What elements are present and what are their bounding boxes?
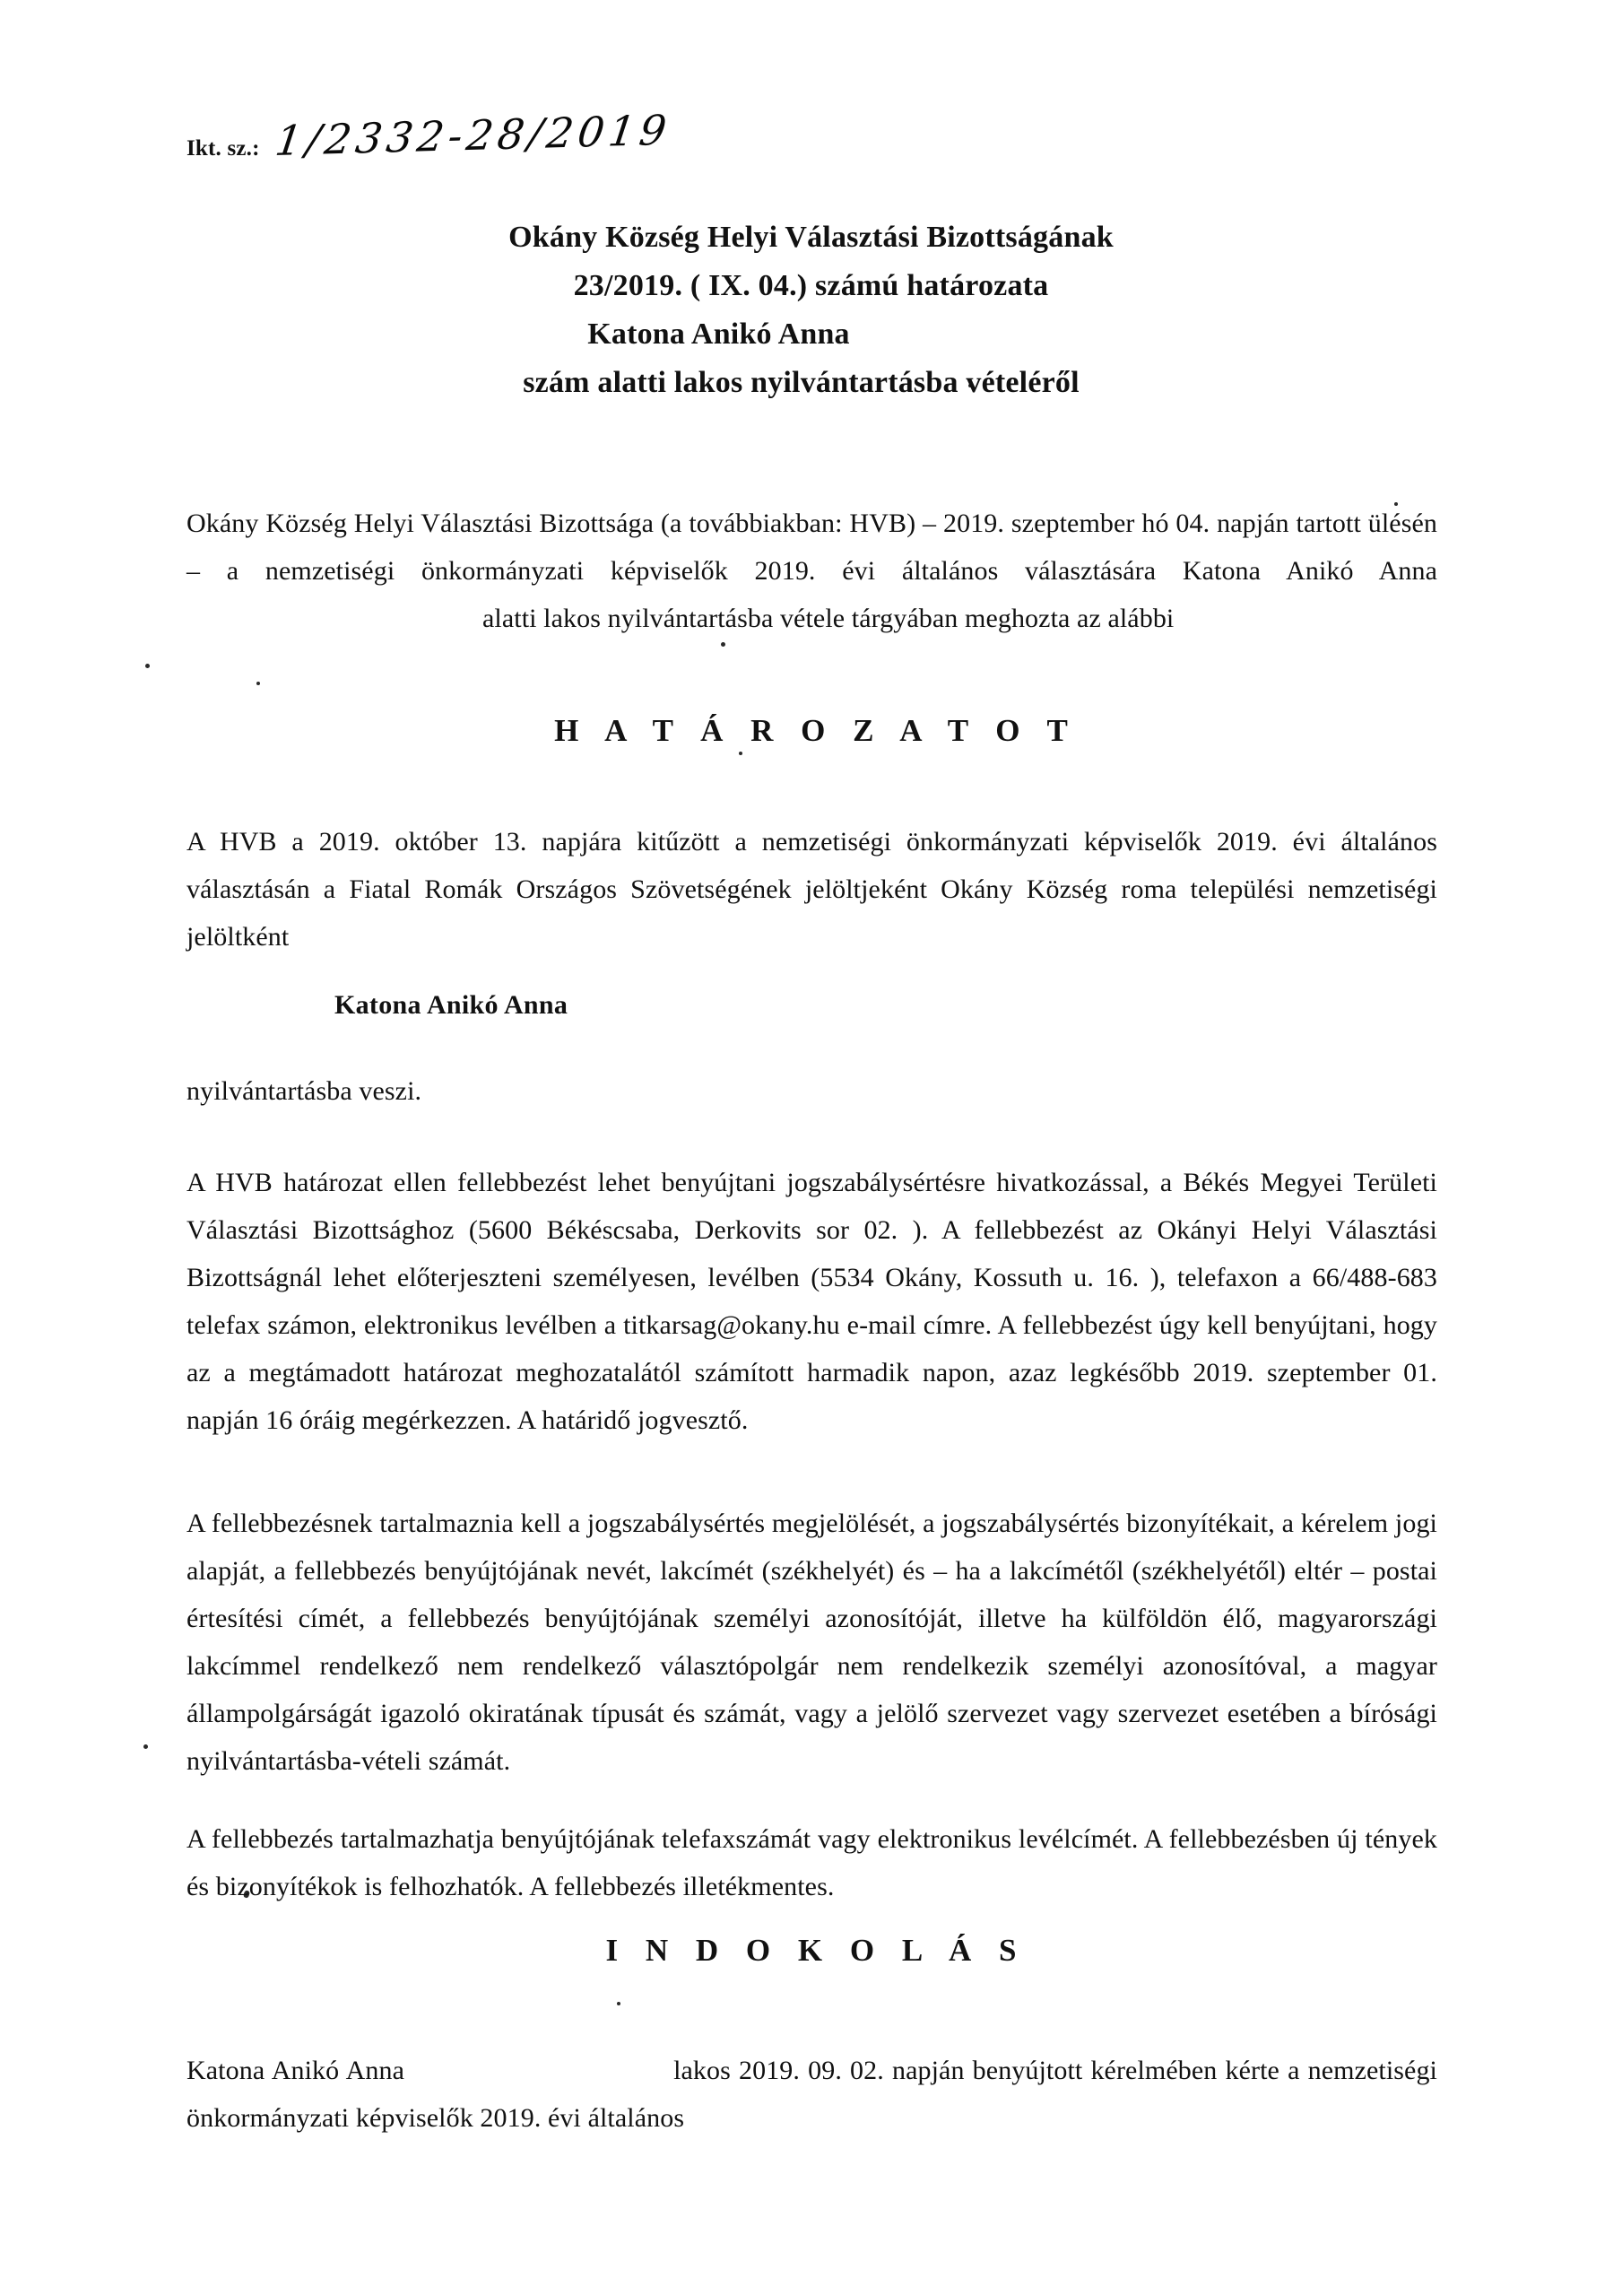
reference-number-handwritten-value: 1/2332-28/2019	[272, 105, 673, 165]
reasoning-person-name: Katona Anikó Anna	[186, 2056, 405, 2085]
document-title-block	[0, 213, 1622, 407]
appeal-paragraph-block	[186, 1159, 1437, 1444]
reference-number-label: Ikt. sz.:	[186, 136, 260, 161]
intro-paragraph-after-gap: alatti lakos nyilvántartásba vétele tárgyában meghozta az alábbi	[482, 604, 1175, 633]
title-line-authority: Okány Község Helyi Választási Bizottságának	[508, 221, 1114, 254]
decision-person-name: Katona Anikó Anna	[334, 990, 568, 1020]
intro-paragraph-before-gap: Okány Község Helyi Választási Bizottsága (a továbbiakban: HVB) – 2019. szeptember hó 04. napján tartott ülésén – a nemzetiségi önkormányzati képviselők 2019. évi általános választására Katona Anikó Anna	[186, 509, 1437, 586]
decision-paragraph: A HVB a 2019. október 13. napjára kitűzött a nemzetiségi önkormányzati képviselők 2019. évi általános választásán a Fiatal Romák Országos Szövetségének jelöltjeként Okány Község roma települési nemzetiségi jelöltként	[186, 827, 1437, 952]
title-line-decision-number: 23/2019. ( IX. 04.) számú határozata	[573, 269, 1049, 302]
intro-paragraph	[186, 500, 1437, 642]
extra-paragraph: A fellebbezés tartalmazhatja benyújtójának telefaxszámát vagy elektronikus levélcímét. A fellebbezésben új tények és bizonyítékok is felhozhatók. A fellebbezés illetékmentes.	[186, 1824, 1437, 1901]
heading-indokolas: I N D O K O L Á S	[605, 1933, 1027, 1968]
heading-hatarozatot: H A T Á R O Z A T O T	[554, 713, 1078, 748]
decision-paragraph-block	[186, 818, 1437, 961]
scan-artifact-speck	[739, 752, 742, 755]
decision-closing-block	[186, 1067, 1437, 1115]
reasoning-paragraph-after-gap: lakos 2019. 09. 02. napján benyújtott kérelmében kérte a nemzetiségi önkormányzati képviselők 2019. évi általános	[186, 2056, 1437, 2133]
content-requirements-paragraph: A fellebbezésnek tartalmaznia kell a jogszabálysértés megjelölését, a jogszabálysértés bizonyítékait, a kérelem jogi alapját, a fellebbezés benyújtójának nevét, lakcímét (székhelyét) és – ha a lakcímétől (székhelyétől) eltér – postai értesítési címét, a fellebbezés benyújtójának személyi azonosítóját, illetve ha külföldön élő, magyarországi lakcímmel rendelkező nem rendelkező választópolgár nem rendelkezik személyi azonosítóval, a magyar állampolgárságát igazoló okiratának típusát és számát, vagy a jelölő szervezet vagy szervezet esetében a bírósági nyilvántartásba-vételi számát.	[186, 1509, 1437, 1776]
title-line-person-name: Katona Anikó Anna	[587, 317, 850, 351]
decision-closing-line: nyilvántartásba veszi.	[186, 1076, 422, 1106]
scan-artifact-speck	[143, 1744, 148, 1749]
scan-artifact-speck	[145, 664, 150, 668]
title-line-subject: szám alatti lakos nyilvántartásba vételéről	[523, 366, 1080, 399]
reference-number-row	[186, 105, 673, 165]
appeal-paragraph: A HVB határozat ellen fellebbezést lehet benyújtani jogszabálysértésre hivatkozással, a Békés Megyei Területi Választási Bizottsághoz (5600 Békéscsaba, Derkovits sor 02. ). A fellebbezést az Okányi Helyi Választási Bizottságnál lehet előterjeszteni személyesen, levélben (5534 Okány, Kossuth u. 16. ), telefaxon a 66/488-683 telefax számon, elektronikus levélben a titkarsag@okany.hu e-mail címre. A fellebbezést úgy kell benyújtani, hogy az a megtámadott határozat meghozatalától számított harmadik napon, azaz legkésőbb 2019. szeptember 01. napján 16 óráig megérkezzen. A határidő jogvesztő.	[186, 1168, 1437, 1435]
scan-artifact-speck	[256, 682, 260, 685]
intro-paragraph-block	[186, 500, 1437, 642]
content-requirements-block	[186, 1500, 1437, 1785]
scan-artifact-speck	[721, 642, 725, 647]
scan-artifact-speck	[617, 2002, 620, 2005]
reasoning-paragraph	[186, 2047, 1437, 2142]
extra-paragraph-block	[186, 1815, 1437, 1910]
reasoning-paragraph-block	[186, 2047, 1437, 2142]
